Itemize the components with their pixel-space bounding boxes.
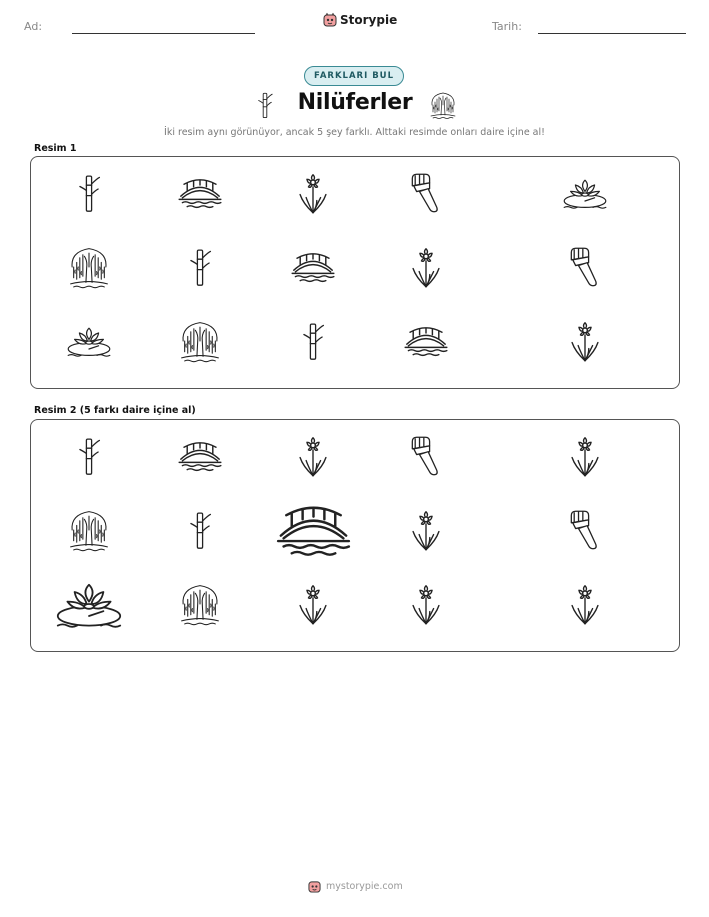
picture-2-bridge-icon[interactable] xyxy=(175,440,225,472)
picture-1-willow-icon[interactable] xyxy=(177,318,223,364)
picture-1-bamboo-icon[interactable] xyxy=(76,171,102,215)
picture-1-label: Resim 1 xyxy=(34,143,77,154)
picture-1-bridge-icon[interactable] xyxy=(175,177,225,209)
logo-text: Storypie xyxy=(340,13,398,27)
picture-2-daffodil-icon[interactable] xyxy=(566,581,604,627)
picture-2-daffodil-icon[interactable] xyxy=(566,433,604,479)
picture-2-paintbrush-icon[interactable] xyxy=(408,433,444,479)
picture-2-bridge-icon[interactable] xyxy=(271,503,356,557)
picture-2-bamboo-icon[interactable] xyxy=(187,508,213,552)
instructions: İki resim aynı görünüyor, ancak 5 şey farklı. Alttaki resimde onları daire içine al! xyxy=(164,127,545,138)
picture-2-daffodil-icon[interactable] xyxy=(294,433,332,479)
picture-1-bamboo-icon[interactable] xyxy=(187,245,213,289)
picture-2-daffodil-icon[interactable] xyxy=(407,581,445,627)
name-line[interactable] xyxy=(72,33,255,34)
picture-1-willow-icon[interactable] xyxy=(66,244,112,290)
footer-url[interactable]: mystorypie.com xyxy=(326,881,403,892)
picture-1-lotus-icon[interactable] xyxy=(65,325,113,357)
storypie-logo xyxy=(323,13,397,27)
footer xyxy=(308,880,403,893)
picture-2-bamboo-icon[interactable] xyxy=(76,434,102,478)
picture-1-bridge-icon[interactable] xyxy=(288,251,338,283)
picture-2-daffodil-icon[interactable] xyxy=(407,507,445,553)
date-label: Tarih: xyxy=(492,20,522,33)
picture-1-lotus-icon[interactable] xyxy=(561,177,609,209)
date-line[interactable] xyxy=(538,33,686,34)
picture-2-willow-icon[interactable] xyxy=(177,581,223,627)
page-title: Nilüferler xyxy=(297,90,413,115)
picture-1-daffodil-icon[interactable] xyxy=(566,318,604,364)
name-label: Ad: xyxy=(24,20,43,33)
picture-1-paintbrush-icon[interactable] xyxy=(408,170,444,216)
storypie-mascot-icon xyxy=(308,880,321,893)
picture-1-panel[interactable] xyxy=(30,156,680,389)
picture-2-daffodil-icon[interactable] xyxy=(294,581,332,627)
picture-2-willow-icon[interactable] xyxy=(66,507,112,553)
picture-1-daffodil-icon[interactable] xyxy=(294,170,332,216)
storypie-mascot-icon xyxy=(323,13,337,27)
find-differences-badge: FARKLARI BUL xyxy=(304,66,404,86)
picture-2-label: Resim 2 (5 farkı daire içine al) xyxy=(34,405,196,416)
picture-2-lotus-icon[interactable] xyxy=(53,580,125,628)
picture-2-paintbrush-icon[interactable] xyxy=(567,507,603,553)
picture-1-bridge-icon[interactable] xyxy=(401,325,451,357)
picture-1-daffodil-icon[interactable] xyxy=(407,244,445,290)
picture-1-bamboo-icon[interactable] xyxy=(300,319,326,363)
title-willow-icon xyxy=(428,90,458,124)
picture-1-paintbrush-icon[interactable] xyxy=(567,244,603,290)
picture-2-panel[interactable] xyxy=(30,419,680,652)
